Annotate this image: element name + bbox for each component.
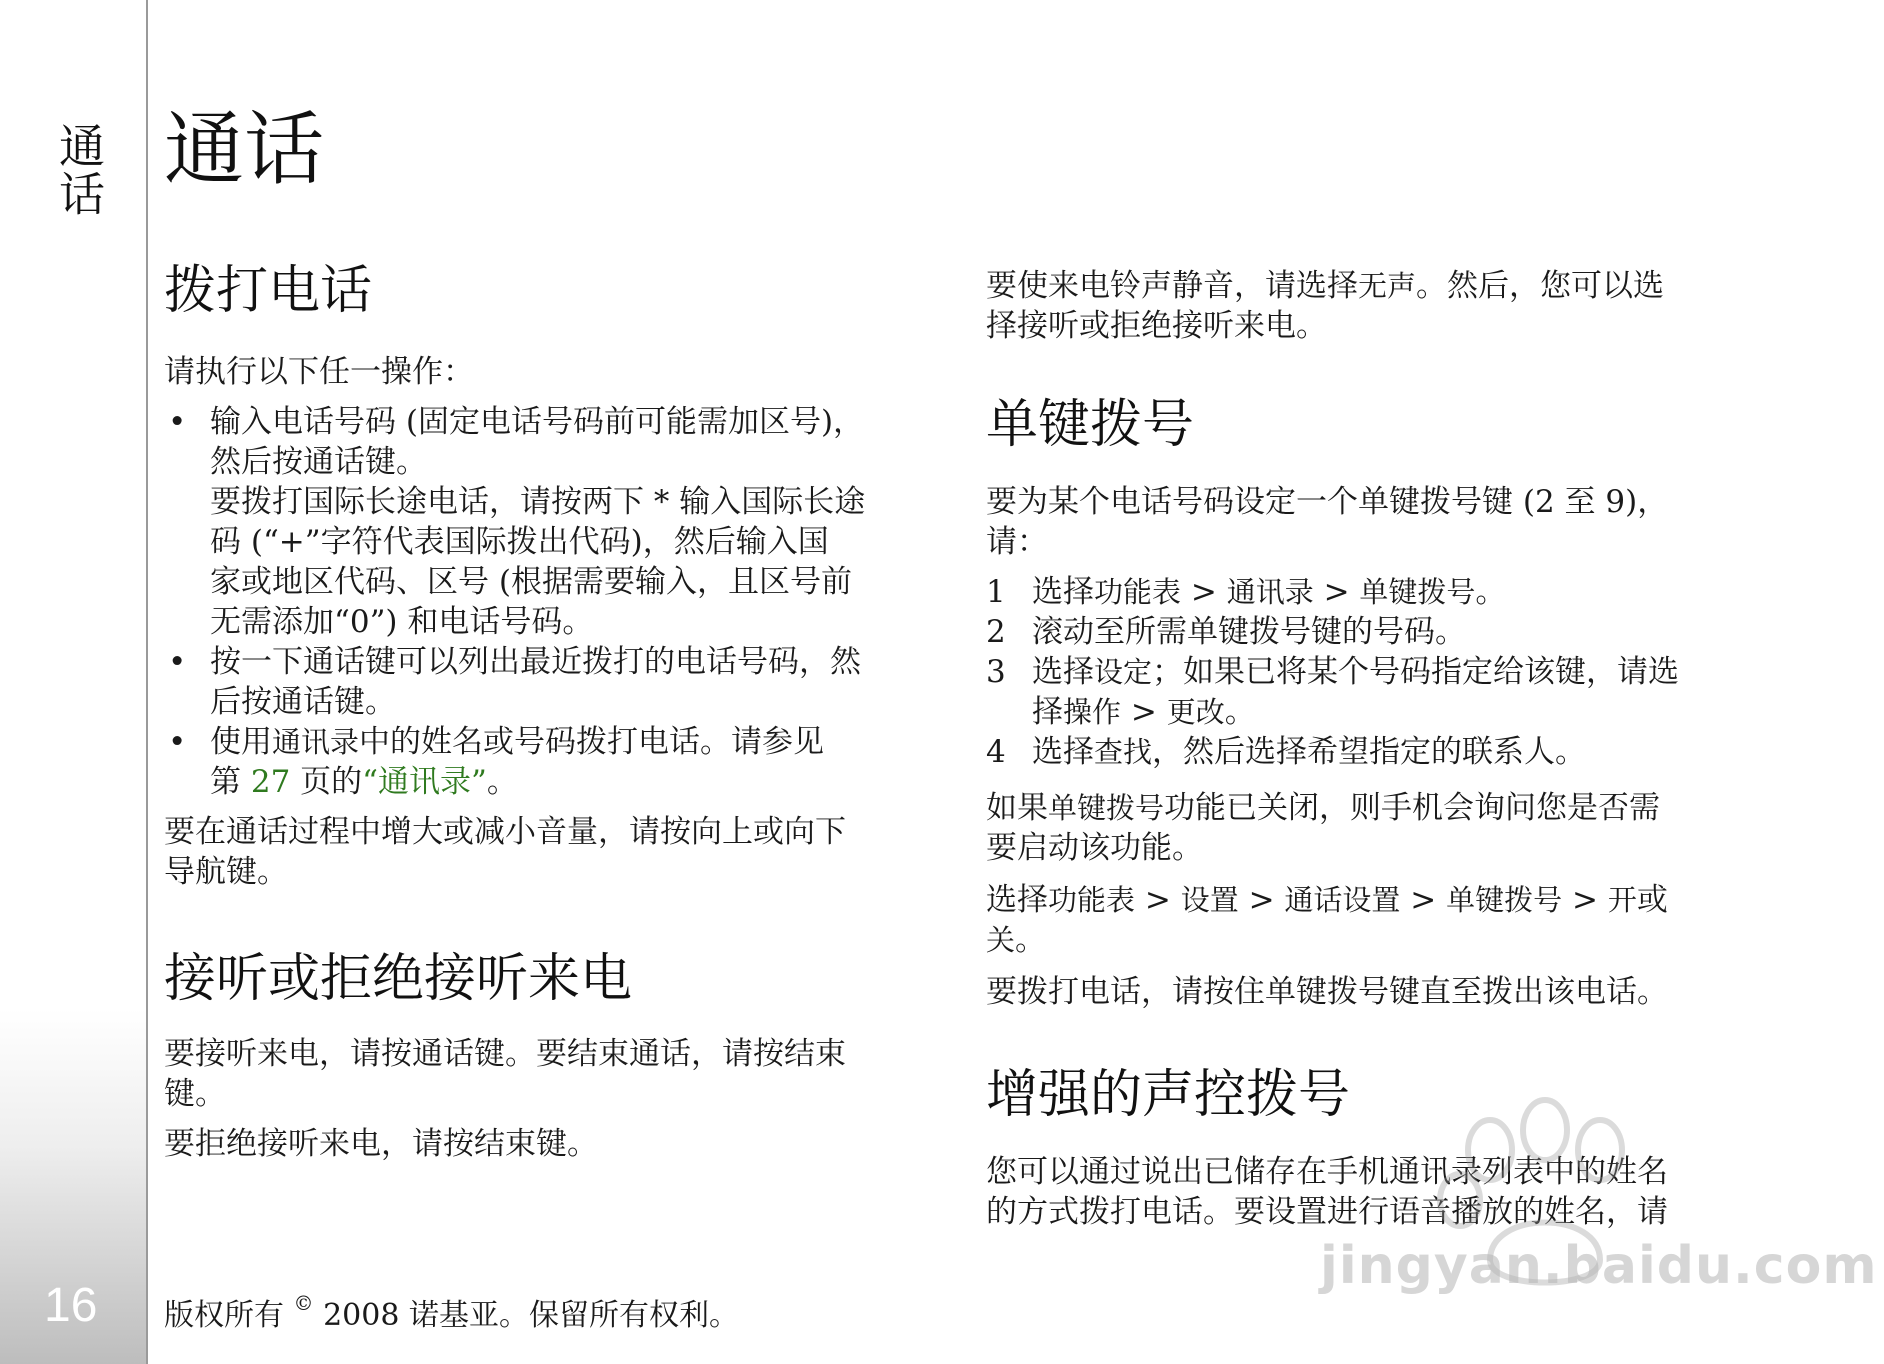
list-item: 3 选择设定；如果已将某个号码指定给该键，请选 择操作 > 更改。 xyxy=(986,654,1680,730)
ui-term-silence: 无声 xyxy=(1358,269,1417,303)
list-item: • 使用通讯录中的姓名或号码拨打电话。请参见 第 27 页的“通讯录”。 xyxy=(168,724,825,800)
copyright-footer: 版权所有 © 2008 诺基亚。保留所有权利。 xyxy=(164,1291,739,1333)
speed-dial-call-paragraph: 要拨打电话，请按住单键拨号键直至拨出该电话。 xyxy=(986,974,1668,1010)
section-heading-speed-dial: 单键拨号 xyxy=(986,395,1195,455)
reject-paragraph: 要拒绝接听来电，请按结束键。 xyxy=(164,1126,598,1162)
volume-paragraph: 要在通话过程中增大或减小音量，请按向上或向下 导航键。 xyxy=(164,814,846,890)
list-item: • 按一下通话键可以列出最近拨打的电话号码，然 后按通话键。 xyxy=(168,644,861,720)
list-item: 4 选择查找，然后选择希望指定的联系人。 xyxy=(986,734,1587,770)
make-call-intro: 请执行以下任一操作： xyxy=(164,354,474,390)
bullet-icon: • xyxy=(168,644,187,680)
sidebar-chapter-label: 通话 xyxy=(52,122,106,218)
mute-paragraph: 要使来电铃声静音，请选择无声。然后，您可以选 择接听或拒绝接听来电。 xyxy=(986,268,1665,344)
section-heading-make-call: 拨打电话 xyxy=(164,261,373,321)
speed-dial-intro: 要为某个电话号码设定一个单键拨号键 (2 至 9)， 请： xyxy=(986,484,1669,560)
speed-dial-menu-path: 选择功能表 > 设置 > 通话设置 > 单键拨号 > 开或 关。 xyxy=(986,882,1668,958)
bullet-icon: • xyxy=(168,404,187,440)
step-number: 1 xyxy=(986,574,1006,610)
step-number: 2 xyxy=(986,614,1006,650)
voice-dial-paragraph: 您可以通过说出已储存在手机通讯录列表中的姓名 的方式拨打电话。要设置进行语音播放的姓名，请 xyxy=(986,1154,1668,1230)
answer-paragraph: 要接听来电，请按通话键。要结束通话，请按结束 键。 xyxy=(164,1036,846,1112)
chapter-title: 通话 xyxy=(164,103,324,196)
step-number: 4 xyxy=(986,734,1006,770)
bullet-icon: • xyxy=(168,724,187,760)
section-heading-voice-dial: 增强的声控拨号 xyxy=(986,1065,1351,1125)
make-call-options-list xyxy=(164,402,934,802)
section-heading-answer: 接听或拒绝接听来电 xyxy=(164,949,633,1009)
page-ref-link[interactable]: 27 xyxy=(250,764,291,800)
step-number: 3 xyxy=(986,654,1006,690)
list-item: • 输入电话号码 (固定电话号码前可能需加区号)， 然后按通话键。 要拨打国际长途电话，请按两下 * 输入国际长途 码 (“+”字符代表国际拨出代码)，然后输入国 家或地区代码、区号 (根据需要输入，且区号前 无需添加“0”) 和电话号码。 xyxy=(168,404,866,640)
page-number: 16 xyxy=(44,1279,98,1332)
list-item: 2 滚动至所需单键拨号键的号码。 xyxy=(986,614,1466,650)
speed-dial-steps xyxy=(986,572,1766,772)
speed-dial-off-paragraph: 如果单键拨号功能已关闭，则手机会询问您是否需 要启动该功能。 xyxy=(986,790,1661,866)
page-sidebar xyxy=(0,0,148,1364)
contacts-section-link[interactable]: “通讯录” xyxy=(362,764,487,800)
ui-term-contacts: 通讯录 xyxy=(272,725,360,759)
copyright-symbol: © xyxy=(293,1291,314,1315)
watermark-text: jingyan.baidu.com xyxy=(1320,1236,1878,1296)
list-item: 1 选择功能表 > 通讯录 > 单键拨号。 xyxy=(986,574,1507,610)
